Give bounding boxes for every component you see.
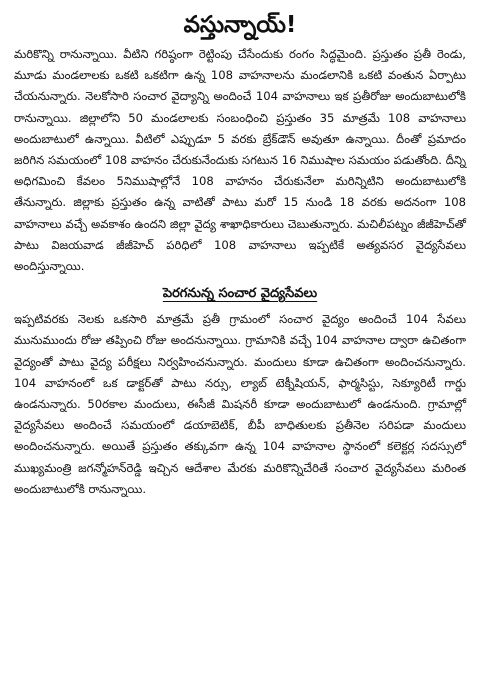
- body-paragraph-1: మరికొన్ని రానున్నాయి. వీటిని గరిష్ఠంగా రెట్టింపు చేసేందుకు రంగం సిద్ధమైంది. ప్రస్తుతం ప్రతీ రెండు, మూడు మండలాలకు ఒకటి ఒకటిగా ఉన్న 108 వాహనాలను మండలానికి ఒకటి వంతున ఏర్పాటు చేయనున్నారు. నెలకోసారి సంచార వైద్యాన్ని అందించే 104 వాహనాలు ఇక ప్రతీరోజు అందుబాటులోకి రానున్నాయి. జిల్లాలోని 50 మండలాలకు సంబంధించి ప్రస్తుతం 35 మాత్రమే 108 వాహనాలు అందుబాటులో ఉన్నాయి. వీటిలో ఎప్పుడూ 5 వరకు బ్రేక్‌డౌన్‌ అవుతూ ఉన్నాయి. దీంతో ప్రమాదం జరిగిన సమయంలో 108 వాహనం చేరుకునేందుకు సగటున 16 నిముషాల సమయం పడుతోంది. దీన్ని అధిగమించి కేవలం 5నిముషాల్లోనే 108 వాహనం చేరుకునేలా మరిన్నిటిని అందుబాటులోకి తేనున్నారు. జిల్లాకు ప్రస్తుతం ఉన్న వాటితో పాటు మరో 15 నుండి 18 వరకు అదనంగా 108 వాహనాలు వచ్చే అవకాశం ఉందని జిల్లా వైద్య శాఖాధికారులు చెబుతున్నారు. మచిలీపట్నం జీజీహెచ్‌తో పాటు విజయవాడ జీజీహెచ్‌ పరిధిలో 108 వాహనాలు ఇప్పటికే అత్యవసర వైద్యసేవలు అందిస్తున్నాయి.: [14, 47, 466, 274]
- subheading: పెరగనున్న సంచార వైద్యసేవలు: [162, 286, 318, 302]
- body-paragraph-2: ఇప్పటివరకు నెలకు ఒకసారి మాత్రమే ప్రతీ గ్రామంలో సంచార వైద్యం అందించే 104 సేవలు మునుముందు రోజు తప్పించి రోజు అందనున్నాయి. గ్రామానికి వచ్చే 104 వాహనాల ద్వారా ఉచితంగా వైద్యంతో పాటు వైద్య పరీక్షలు నిర్వహించనున్నారు. మందులు కూడా ఉచితంగా అందించనున్నారు. 104 వాహనంలో ఒక డాక్టర్‌తో పాటు నర్సు, ల్యాబ్‌ టెక్నీషియన్‌, ఫార్మసిస్టు, సెక్యూరిటీ గార్డు ఉండనున్నారు. 50రకాల మందులు, ఈసీజీ మిషనరీ కూడా అందుబాటులో ఉండనుంది. గ్రామాల్లో వైద్యసేవలు అందించే సమయంలో డయాబెటిక్‌, బీపీ బాధితులకు ప్రతీనెల సరిపడా మందులు అందించనున్నారు. అయితే ప్రస్తుతం తక్కువగా ఉన్న 104 వాహనాల స్థానంలో కలెక్టర్ల సదస్సులో ముఖ్యమంత్రి జగన్మోహన్‌రెడ్డి ఇచ్చిన ఆదేశాల మేరకు మరికొన్నిచేరితే సంచార వైద్యసేవలు మరింత అందుబాటులోకి రానున్నాయి.: [14, 312, 466, 496]
- headline: వస్తున్నాయ్‌!: [183, 12, 297, 38]
